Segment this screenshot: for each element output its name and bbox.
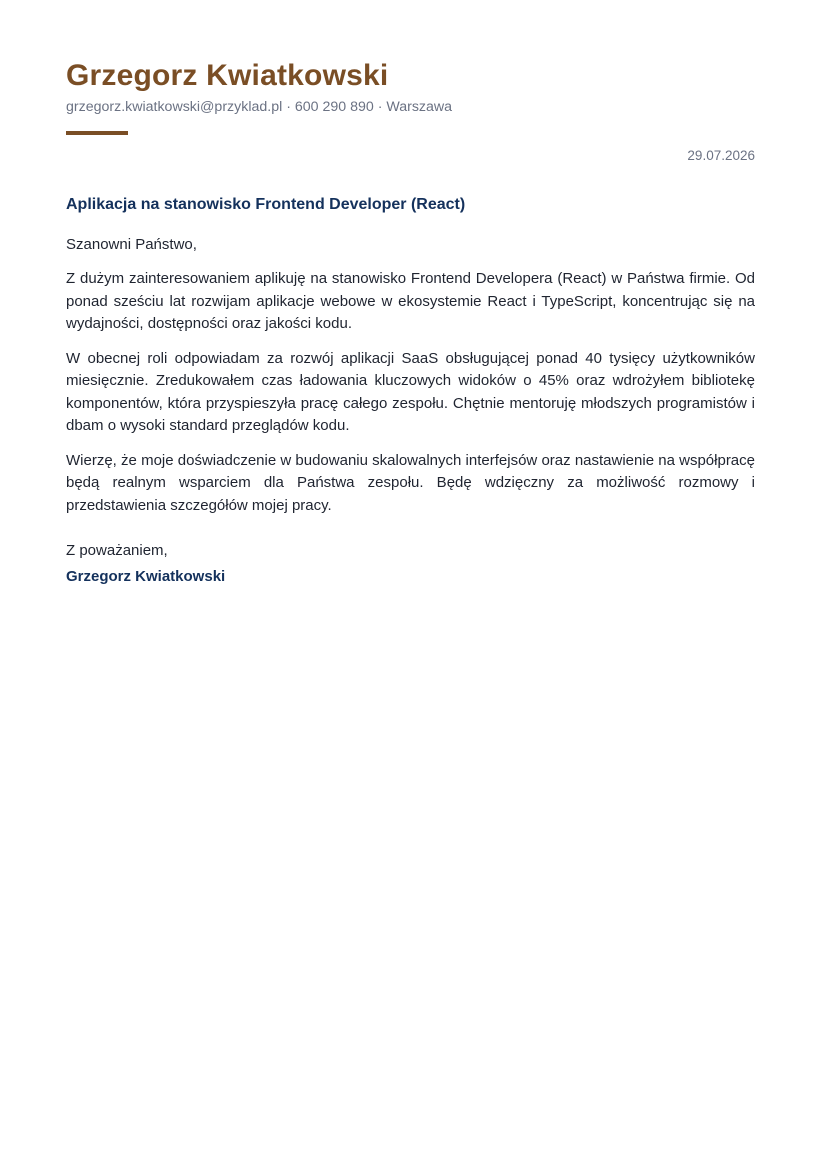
accent-divider	[66, 131, 128, 135]
signature: Grzegorz Kwiatkowski	[66, 568, 226, 585]
letter-body	[66, 268, 755, 529]
body-paragraph: Z dużym zainteresowaniem aplikuję na stanowisko Frontend Developera (React) w Państwa firmie. Od ponad sześciu lat rozwijam aplikacje webowe w ekosystemie React i TypeScript, koncentrując się na wydajności, dostępności oraz jakości kodu.	[66, 270, 755, 332]
applicant-name: Grzegorz Kwiatkowski	[66, 59, 389, 92]
body-paragraph: W obecnej roli odpowiadam za rozwój aplikacji SaaS obsługującej ponad 40 tysięcy użytkowników miesięcznie. Zredukowałem czas ładowania kluczowych widoków o 45% oraz wdrożyłem bibliotekę komponentów, która przyspieszyła pracę całego zespołu. Chętnie mentoruję młodszych programistów i dbam o wysoki standard przeglądów kodu.	[66, 349, 755, 434]
letter-date: 29.07.2026	[687, 148, 755, 163]
contact-info: grzegorz.kwiatkowski@przyklad.pl · 600 290 890 · Warszawa	[66, 99, 453, 115]
body-paragraph: Wierzę, że moje doświadczenie w budowaniu skalowalnych interfejsów oraz nastawienie na współpracę będą realnym wsparciem dla Państwa zespołu. Będę wdzięczny za możliwość rozmowy i przedstawienia szczegółów mojej pracy.	[66, 451, 755, 514]
closing: Z poważaniem,	[66, 542, 168, 559]
letter-subject: Aplikacja na stanowisko Frontend Developer (React)	[66, 196, 466, 213]
salutation: Szanowni Państwo,	[66, 236, 197, 253]
